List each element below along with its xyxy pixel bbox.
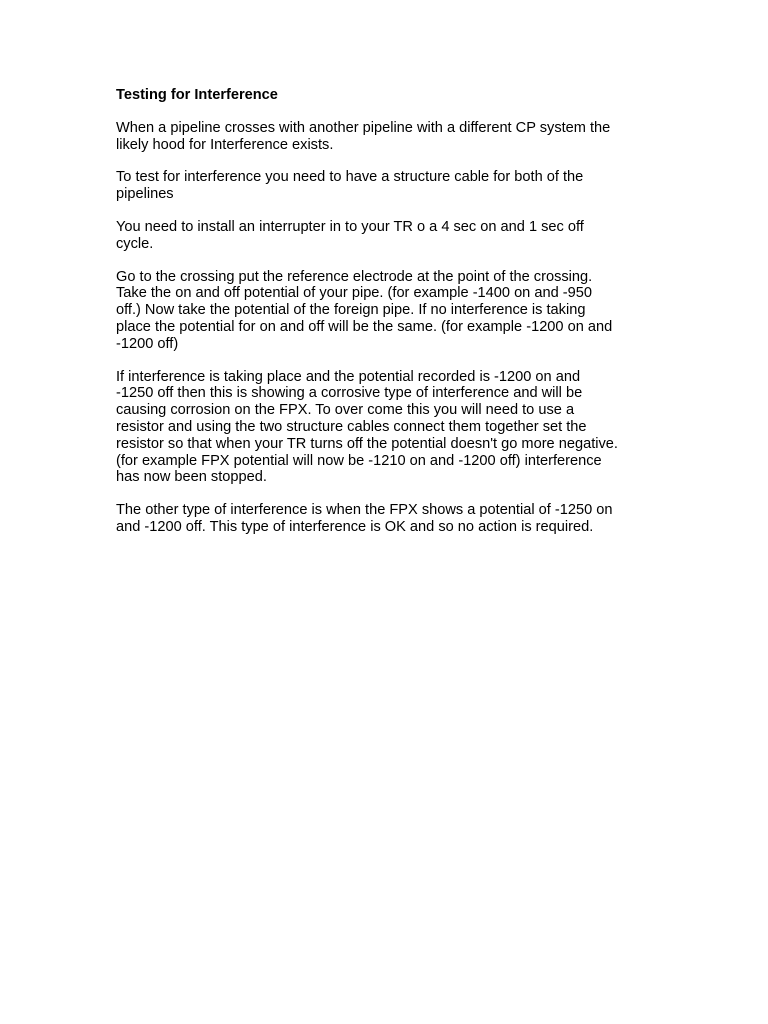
text-line: (for example FPX potential will now be -1210 on and -1200 off) interference bbox=[116, 452, 602, 469]
document-body bbox=[116, 87, 656, 552]
paragraph-crossing-pipelines bbox=[116, 120, 656, 154]
text-line: cycle. bbox=[116, 235, 154, 252]
text-line: Take the on and off potential of your pipe. (for example -1400 on and -950 bbox=[116, 285, 592, 302]
text-line: resistor and using the two structure cables connect them together set the bbox=[116, 418, 587, 435]
text-line: has now been stopped. bbox=[116, 469, 267, 486]
text-line: and -1200 off. This type of interference is OK and so no action is required. bbox=[116, 518, 594, 535]
paragraph-acceptable-interference bbox=[116, 502, 656, 536]
document-title: Testing for Interference bbox=[116, 87, 278, 103]
text-line: likely hood for Interference exists. bbox=[116, 136, 334, 153]
text-line: If interference is taking place and the potential recorded is -1200 on and bbox=[116, 368, 581, 385]
text-line: place the potential for on and off will be the same. (for example -1200 on and bbox=[116, 318, 613, 335]
text-line: resistor so that when your TR turns off the potential doesn't go more negative. bbox=[116, 435, 618, 452]
paragraph-reference-electrode bbox=[116, 269, 656, 353]
text-line: causing corrosion on the FPX. To over come this you will need to use a bbox=[116, 402, 575, 419]
text-line: You need to install an interrupter in to your TR o a 4 sec on and 1 sec off bbox=[116, 218, 584, 235]
text-line: When a pipeline crosses with another pipeline with a different CP system the bbox=[116, 119, 611, 136]
paragraph-corrosive-interference bbox=[116, 369, 656, 487]
text-line: off.) Now take the potential of the foreign pipe. If no interference is taking bbox=[116, 302, 586, 319]
text-line: The other type of interference is when the FPX shows a potential of -1250 on bbox=[116, 502, 613, 519]
text-line: Go to the crossing put the reference electrode at the point of the crossing. bbox=[116, 268, 593, 285]
text-line: To test for interference you need to have a structure cable for both of the bbox=[116, 169, 584, 186]
paragraph-structure-cable bbox=[116, 169, 656, 203]
paragraph-interrupter bbox=[116, 219, 656, 253]
text-line: pipelines bbox=[116, 186, 174, 203]
text-line: -1250 off then this is showing a corrosive type of interference and will be bbox=[116, 385, 583, 402]
text-line: -1200 off) bbox=[116, 335, 179, 352]
